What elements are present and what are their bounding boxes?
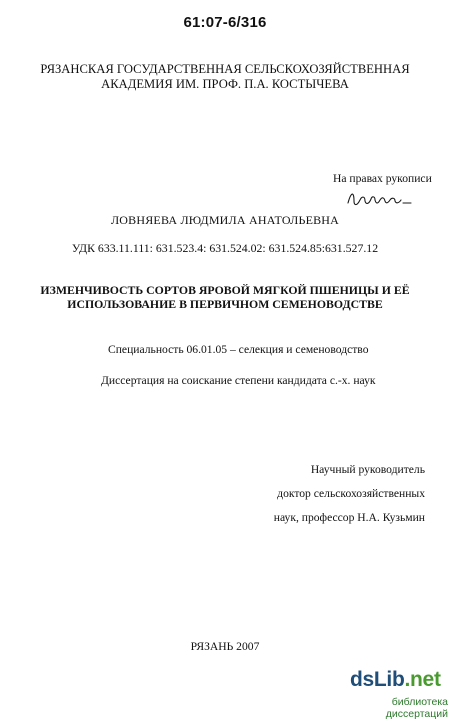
dslib-logo-main: dsLib — [350, 668, 405, 691]
catalog-number: 61:07-6/316 — [183, 14, 267, 31]
supervisor-heading: Научный руководитель — [310, 463, 425, 476]
dslib-tagline: библиотека диссертаций — [385, 696, 448, 720]
institution-line-1: РЯЗАНСКАЯ ГОСУДАРСТВЕННАЯ СЕЛЬСКОХОЗЯЙСТВЕННАЯ — [40, 62, 410, 76]
thesis-title-line-2: ИСПОЛЬЗОВАНИЕ В ПЕРВИЧНОМ СЕМЕНОВОДСТВЕ — [67, 297, 383, 311]
manuscript-rights-label: На правах рукописи — [333, 172, 432, 185]
dslib-logo — [350, 668, 441, 692]
author-name: ЛОВНЯЕВА ЛЮДМИЛА АНАТОЛЬЕВНА — [110, 213, 340, 227]
supervisor-name: наук, профессор Н.А. Кузьмин — [273, 511, 425, 524]
udc-code: УДК 633.11.111: 631.523.4: 631.524.02: 631.524.85:631.527.12 — [71, 241, 379, 255]
dslib-logo-tld: .net — [404, 668, 441, 691]
specialty-line: Специальность 06.01.05 – селекция и семеноводство — [108, 343, 369, 356]
city-year: РЯЗАНЬ 2007 — [190, 640, 260, 653]
author-signature — [345, 188, 415, 210]
supervisor-degree: доктор сельскохозяйственных — [277, 487, 425, 500]
institution-line-2: АКАДЕМИЯ ИМ. ПРОФ. П.А. КОСТЫЧЕВА — [101, 77, 349, 91]
thesis-title-line-1: ИЗМЕНЧИВОСТЬ СОРТОВ ЯРОВОЙ МЯГКОЙ ПШЕНИЦЫ И ЕЁ — [40, 283, 410, 297]
dslib-watermark — [330, 668, 450, 718]
degree-line: Диссертация на соискание степени кандидата с.-х. наук — [101, 374, 376, 387]
